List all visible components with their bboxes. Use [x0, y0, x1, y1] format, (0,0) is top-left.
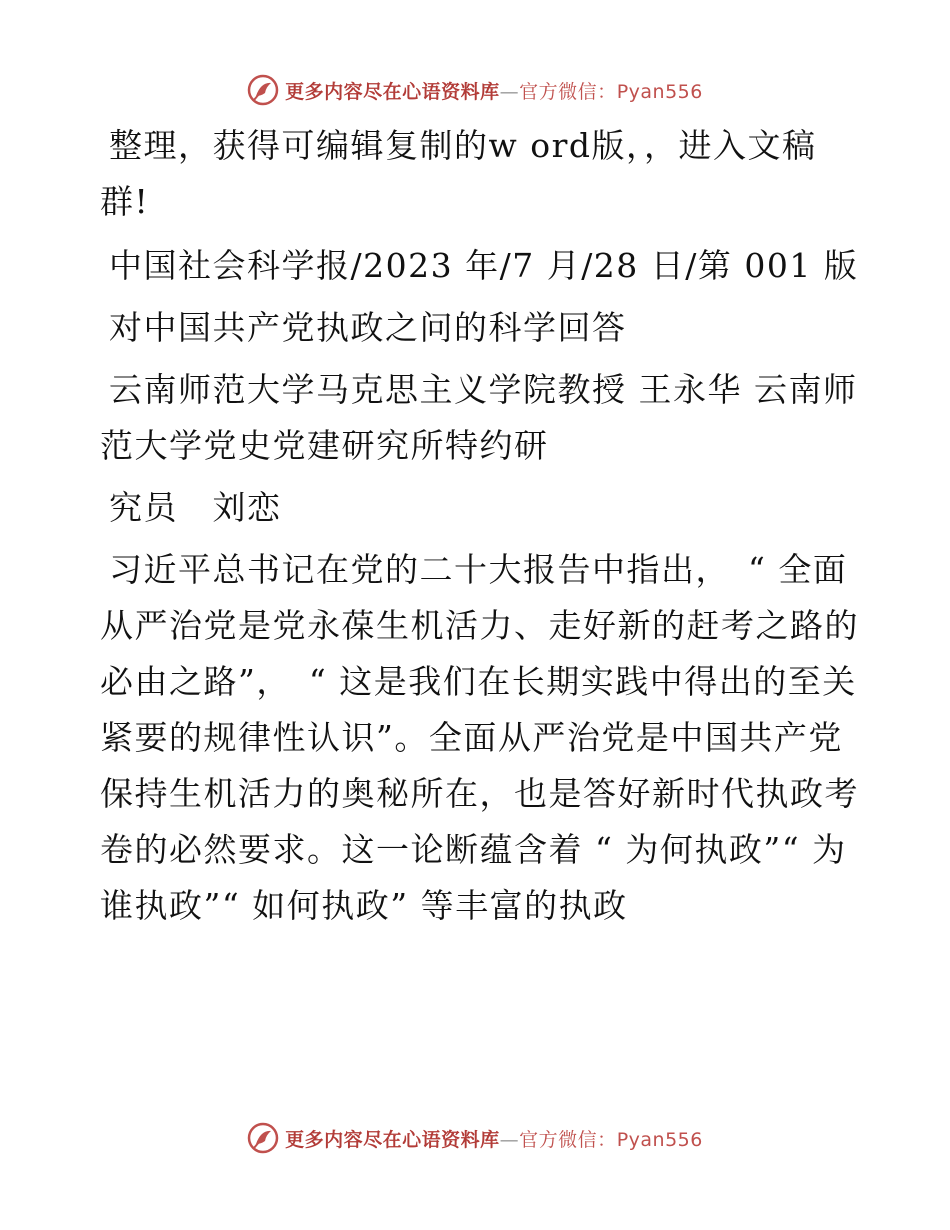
intro-paragraph: 整理，获得可编辑复制的w ord版，，进入文稿群! — [100, 126, 817, 221]
source-line: 中国社会科学报/2023 年/7 月/28 日/第 001 版 — [109, 246, 859, 285]
document-body — [100, 118, 860, 940]
header-banner — [0, 70, 950, 110]
brand-logo-icon — [247, 74, 279, 106]
article-title: 对中国共产党执政之问的科学回答 — [109, 308, 627, 347]
banner-wechat-id: Pyan556 — [616, 80, 703, 103]
banner-wechat-label: 官方微信： — [519, 80, 617, 103]
banner-text — [285, 1125, 703, 1152]
banner-separator: — — [499, 80, 520, 103]
authors-line: 云南师范大学马克思主义学院教授 王永华 云南师范大学党史党建研究所特约研 — [100, 370, 858, 465]
banner-text — [285, 77, 703, 104]
banner-main-text: 更多内容尽在心语资料库 — [285, 80, 500, 103]
banner-wechat-id: Pyan556 — [616, 1128, 703, 1151]
authors-line-continued: 究员 刘恋 — [109, 488, 282, 527]
body-paragraph: 习近平总书记在党的二十大报告中指出， “ 全面从严治党是党永葆生机活力、走好新的赶考之路的必由之路”， “ 这是我们在长期实践中得出的至关紧要的规律性认识”。全面从严治党是中国共产党保持生机活力的奥秘所在，也是答好新时代执政考卷的必然要求。这一论断蕴含着 “ 为何执政”“ 为谁执政”“ 如何执政” 等丰富的执政 — [100, 550, 859, 925]
banner-wechat-label: 官方微信： — [519, 1128, 617, 1151]
footer-banner — [0, 1118, 950, 1158]
brand-logo-icon — [247, 1122, 279, 1154]
banner-separator: — — [499, 1128, 520, 1151]
banner-main-text: 更多内容尽在心语资料库 — [285, 1128, 500, 1151]
